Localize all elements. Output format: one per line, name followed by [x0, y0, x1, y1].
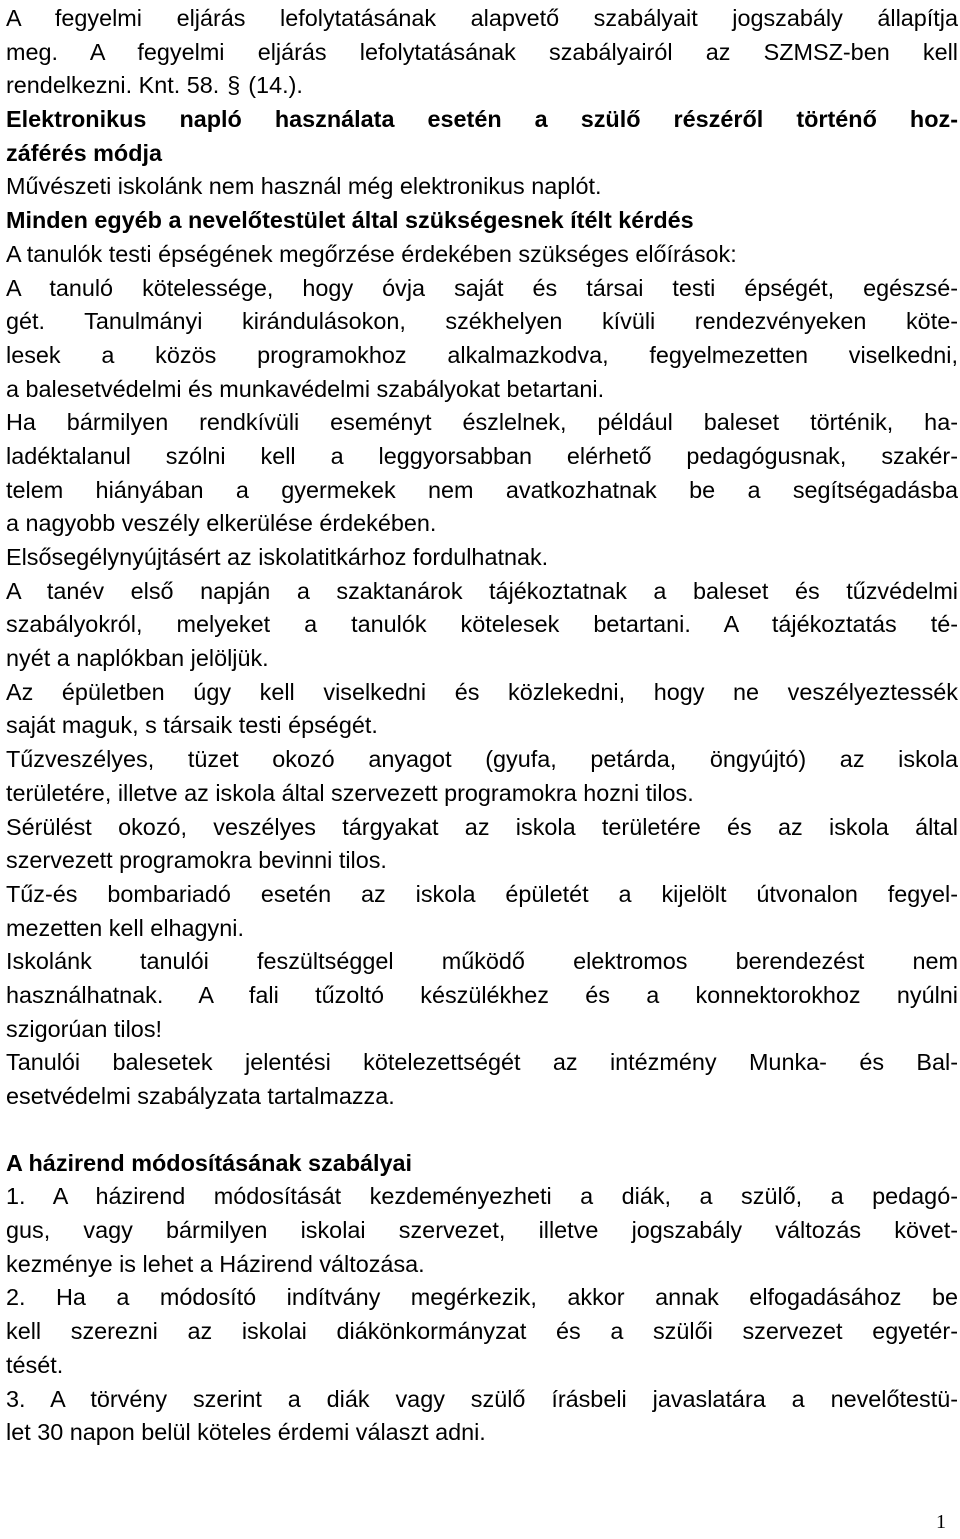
- egyeb-line: saját maguk, s társaik testi épségét.: [6, 712, 378, 739]
- hazirend-line: 2. Ha a módosító indítvány megérkezik, akkor annak elfogadásához be: [6, 1284, 958, 1311]
- document-page: [6, 2, 958, 1450]
- hazirend-heading: A házirend módosításának szabályai: [6, 1149, 413, 1176]
- egyeb-line: mezetten kell elhagyni.: [6, 914, 244, 941]
- intro-line-2: meg. A fegyelmi eljárás lefolytatásának szabályairól az SZMSZ-ben kell: [6, 38, 958, 65]
- egyeb-line: használhatnak. A fali tűzoltó készülékhez és a konnektorokhoz nyúlni: [6, 981, 958, 1008]
- egyeb-line: Elsősegélynyújtásért az iskolatitkárhoz fordulhatnak.: [6, 544, 549, 570]
- egyeb-line: Iskolánk tanulói feszültséggel működő elektromos berendezést nem: [6, 948, 958, 975]
- hazirend-line: 1. A házirend módosítását kezdeményezheti a diák, a szülő, a pedagó-: [6, 1183, 958, 1210]
- egyeb-line: lesek a közös programokhoz alkalmazkodva, fegyelmezetten viselkedni,: [6, 341, 958, 368]
- hazirend-line: let 30 napon belül köteles érdemi választ adni.: [6, 1419, 486, 1446]
- egyeb-line: nyét a naplókban jelöljük.: [6, 645, 269, 672]
- egyeb-line: a nagyobb veszély elkerülése érdekében.: [6, 510, 437, 537]
- egyeb-line: A tanulók testi épségének megőrzése érdekében szükséges előírások:: [6, 240, 737, 267]
- hazirend-line: gus, vagy bármilyen iskolai szervezet, illetve jogszabály változás követ-: [6, 1217, 958, 1244]
- egyeb-line: Tűzveszélyes, tüzet okozó anyagot (gyufa, petárda, öngyújtó) az iskola: [6, 746, 958, 773]
- elektronikus-naplo-body: Művészeti iskolánk nem használ még elektronikus naplót.: [6, 173, 602, 200]
- egyeb-line: telem hiányában a gyermekek nem avatkozhatnak be a segítségadásba: [6, 476, 958, 503]
- egyeb-line: gét. Tanulmányi kirándulásokon, székhelyen kívüli rendezvényeken köte-: [6, 308, 958, 335]
- egyeb-line: Sérülést okozó, veszélyes tárgyakat az iskola területére és az iskola által: [6, 813, 958, 840]
- egyeb-line: esetvédelmi szabályzata tartalmazza.: [6, 1083, 395, 1109]
- egyeb-line: A tanuló kötelessége, hogy óvja saját és társai testi épségét, egészsé-: [6, 274, 958, 301]
- egyeb-line: A tanév első napján a szaktanárok tájékoztatnak a baleset és tűzvédelmi: [6, 577, 958, 604]
- intro-line-4-text: (14.).: [248, 72, 303, 99]
- intro-line-3-text: rendelkezni. Knt. 58.: [6, 72, 220, 99]
- elektronikus-naplo-heading-line-1: Elektronikus napló használata esetén a szülő részéről történő hoz-: [6, 106, 958, 133]
- egyeb-line: Ha bármilyen rendkívüli eseményt észlelnek, például baleset történik, ha-: [6, 409, 958, 436]
- page-number: 1: [936, 1511, 946, 1533]
- egyeb-line: területére, illetve az iskola által szervezett programokra hozni tilos.: [6, 779, 694, 806]
- section-sign: §: [227, 72, 241, 99]
- egyeb-kerdes-heading: Minden egyéb a nevelőtestület által szükségesnek ítélt kérdés: [6, 207, 694, 234]
- egyeb-line: szervezett programokra bevinni tilos.: [6, 847, 387, 874]
- egyeb-line: Tűz-és bombariadó esetén az iskola épületét a kijelölt útvonalon fegyel-: [6, 880, 958, 907]
- hazirend-line: kezménye is lehet a Házirend változása.: [6, 1250, 425, 1277]
- egyeb-line: ladéktalanul szólni kell a leggyorsabban elérhető pedagógusnak, szakér-: [6, 442, 958, 469]
- egyeb-line: szigorúan tilos!: [6, 1015, 163, 1042]
- egyeb-line: Tanulói balesetek jelentési kötelezettségét az intézmény Munka- és Bal-: [6, 1049, 958, 1076]
- hazirend-line: kell szerezni az iskolai diákönkormányzat és a szülői szervezet egyetér-: [6, 1318, 958, 1345]
- section-gap: [6, 1114, 958, 1147]
- intro-line-1: A fegyelmi eljárás lefolytatásának alapvető szabályait jogszabály állapítja: [6, 5, 958, 31]
- hazirend-line: 3. A törvény szerint a diák vagy szülő írásbeli javaslatára a nevelőtestü-: [6, 1385, 958, 1412]
- elektronikus-naplo-heading-line-2: záférés módja: [6, 139, 163, 166]
- intro-line-3: [6, 69, 958, 103]
- egyeb-line: a balesetvédelmi és munkavédelmi szabályokat betartani.: [6, 375, 605, 402]
- egyeb-line: Az épületben úgy kell viselkedni és közlekedni, hogy ne veszélyeztessék: [6, 678, 958, 705]
- egyeb-line: szabályokról, melyeket a tanulók kötelesek betartani. A tájékoztatás té-: [6, 611, 958, 638]
- hazirend-line: tését.: [6, 1351, 64, 1378]
